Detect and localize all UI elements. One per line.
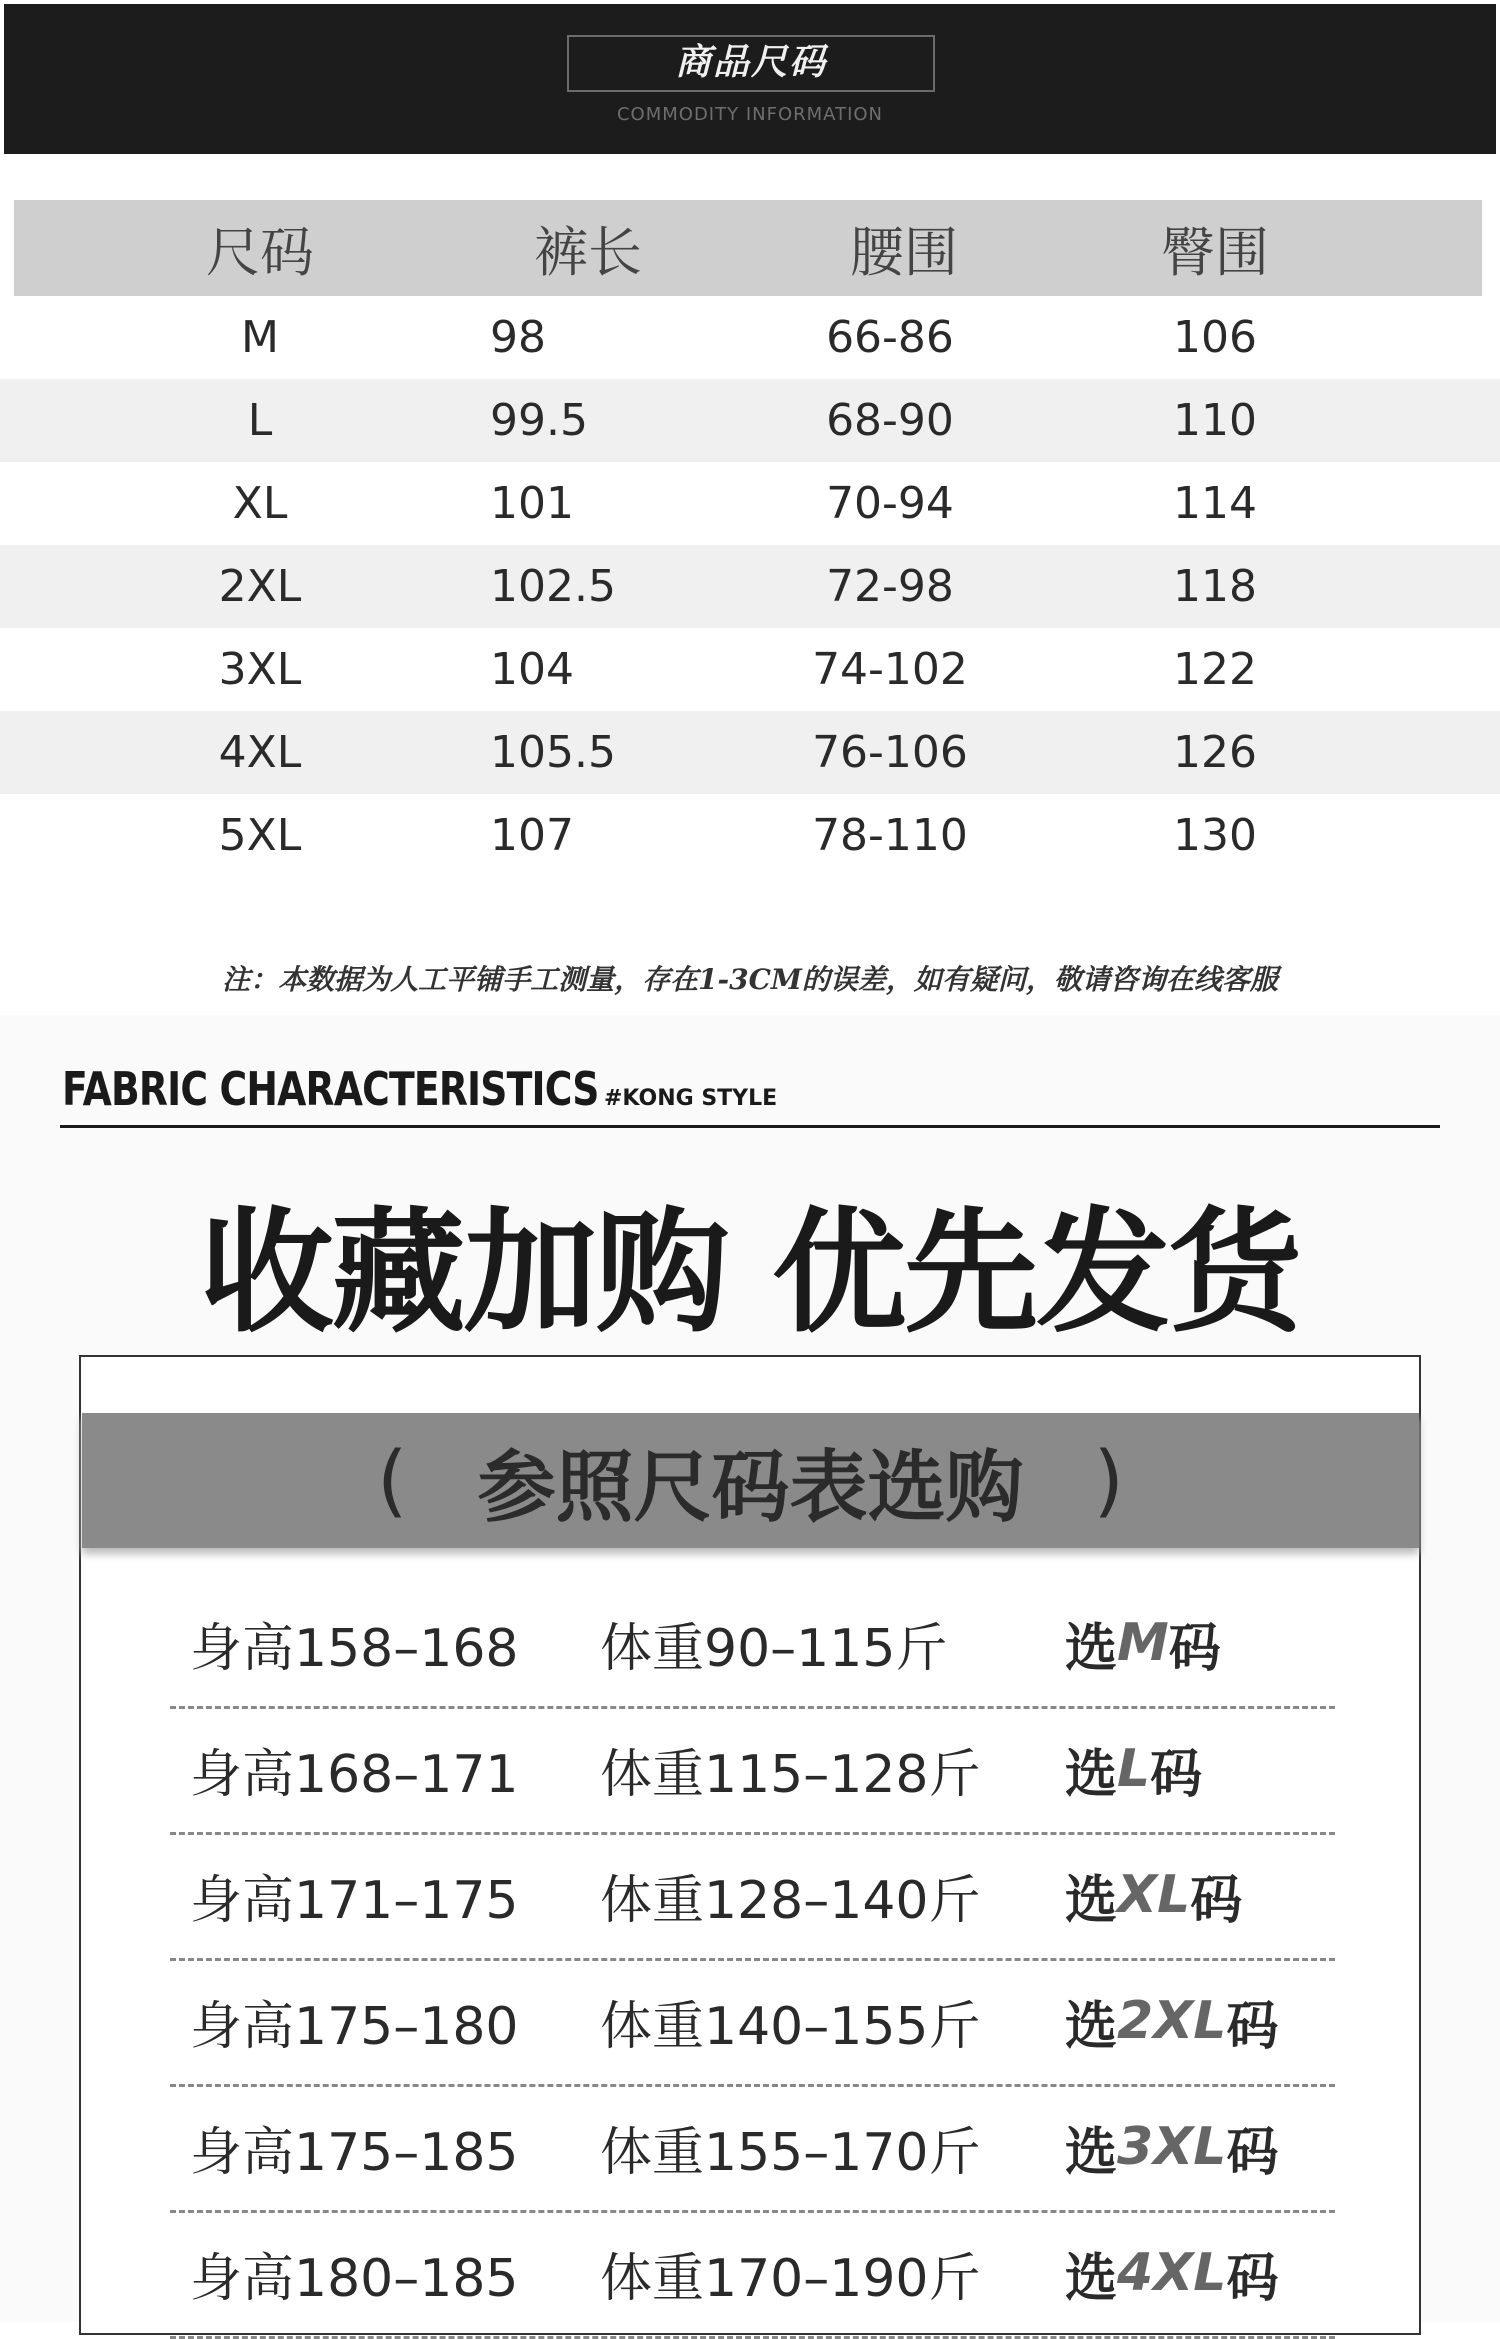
size-recommendation (1065, 1832, 1242, 1958)
recommended-size: L (1117, 1739, 1151, 1799)
choose-label: 选 (1065, 2122, 1118, 2183)
choose-label: 选 (1065, 1618, 1118, 1679)
table-row (0, 296, 1500, 379)
choose-label: 选 (1065, 1870, 1118, 1931)
choose-label: 选 (1065, 2248, 1118, 2309)
height-range: 身高175–180 (190, 1996, 519, 2057)
table-row (0, 628, 1500, 711)
cell-waist: 66-86 (826, 312, 954, 363)
choose-label: 选 (1065, 1996, 1118, 2057)
height-range: 身高168–171 (190, 1744, 519, 1805)
header-title: 商品尺码 (674, 42, 827, 83)
cell-length: 104 (490, 644, 574, 695)
size-recommendation (1065, 1958, 1278, 2084)
cell-size: M (241, 312, 279, 363)
size-table-header (14, 200, 1482, 296)
size-suffix: 码 (1190, 1870, 1243, 1931)
banner-close-paren: ) (1093, 1435, 1124, 1526)
cell-size: 4XL (218, 727, 302, 778)
size-suffix: 码 (1226, 1996, 1279, 2057)
cell-hip: 122 (1173, 644, 1257, 695)
cell-waist: 78-110 (812, 810, 968, 861)
height-range: 身高180–185 (190, 2248, 519, 2309)
weight-range: 体重140–155斤 (600, 1996, 981, 2057)
list-item (170, 2210, 1335, 2339)
list-item (170, 1958, 1335, 2087)
recommended-size: XL (1117, 1865, 1191, 1925)
height-range: 身高158–168 (190, 1618, 519, 1679)
recommended-size: 4XL (1117, 2243, 1227, 2303)
column-header-length: 裤长 (534, 220, 642, 284)
cell-length: 98 (490, 312, 546, 363)
cell-waist: 76-106 (812, 727, 968, 778)
list-item (170, 1832, 1335, 1961)
cell-length: 102.5 (490, 561, 616, 612)
weight-range: 体重128–140斤 (600, 1870, 981, 1931)
cell-hip: 118 (1173, 561, 1257, 612)
cell-hip: 106 (1173, 312, 1257, 363)
choose-label: 选 (1065, 1744, 1118, 1805)
size-recommendation (1065, 1580, 1221, 1706)
list-item (170, 1580, 1335, 1709)
cell-size: 3XL (218, 644, 302, 695)
cell-size: XL (232, 478, 288, 529)
size-recommendation (1065, 2210, 1278, 2336)
header-title-box (567, 35, 935, 92)
column-header-size: 尺码 (206, 220, 314, 284)
cell-size: 2XL (218, 561, 302, 612)
cell-hip: 130 (1173, 810, 1257, 861)
banner-open-paren: ( (377, 1435, 408, 1526)
slogan: 收藏加购 优先发货 (199, 1195, 1301, 1351)
size-guide-title: 参照尺码表选购 (477, 1442, 1024, 1533)
table-row (0, 545, 1500, 628)
height-range: 身高171–175 (190, 1870, 519, 1931)
size-guide-banner (82, 1413, 1419, 1548)
cell-waist: 70-94 (826, 478, 954, 529)
list-item (170, 1706, 1335, 1835)
size-suffix: 码 (1150, 1744, 1203, 1805)
weight-range: 体重90–115斤 (600, 1618, 948, 1679)
table-row (0, 462, 1500, 545)
recommended-size: M (1117, 1613, 1169, 1673)
list-item (170, 2084, 1335, 2213)
size-recommendation (1065, 2084, 1278, 2210)
table-row (0, 794, 1500, 877)
fabric-title: FABRIC CHARACTERISTICS (62, 1062, 599, 1116)
weight-range: 体重170–190斤 (600, 2248, 981, 2309)
cell-hip: 114 (1173, 478, 1257, 529)
cell-hip: 126 (1173, 727, 1257, 778)
cell-size: 5XL (218, 810, 302, 861)
size-suffix: 码 (1226, 2248, 1279, 2309)
table-row (0, 379, 1500, 462)
measurement-note: 注：本数据为人工平铺手工测量，存在1-3CM的误差，如有疑问，敬请咨询在线客服 (222, 963, 1278, 996)
cell-hip: 110 (1173, 395, 1257, 446)
cell-waist: 68-90 (826, 395, 954, 446)
fabric-tag: #KONG STYLE (604, 1086, 778, 1111)
height-range: 身高175–185 (190, 2122, 519, 2183)
weight-range: 体重115–128斤 (600, 1744, 981, 1805)
recommended-size: 2XL (1117, 1991, 1227, 2051)
cell-length: 99.5 (490, 395, 588, 446)
weight-range: 体重155–170斤 (600, 2122, 981, 2183)
cell-length: 101 (490, 478, 574, 529)
header-subtitle: COMMODITY INFORMATION (616, 104, 884, 125)
cell-length: 105.5 (490, 727, 616, 778)
size-suffix: 码 (1168, 1618, 1221, 1679)
cell-size: L (247, 395, 273, 446)
cell-waist: 72-98 (826, 561, 954, 612)
cell-length: 107 (490, 810, 574, 861)
size-suffix: 码 (1226, 2122, 1279, 2183)
table-row (0, 711, 1500, 794)
cell-waist: 74-102 (812, 644, 968, 695)
fabric-divider (60, 1125, 1440, 1128)
size-recommendation (1065, 1706, 1202, 1832)
column-header-hip: 臀围 (1161, 220, 1269, 284)
column-header-waist: 腰围 (850, 220, 958, 284)
recommended-size: 3XL (1117, 2117, 1227, 2177)
